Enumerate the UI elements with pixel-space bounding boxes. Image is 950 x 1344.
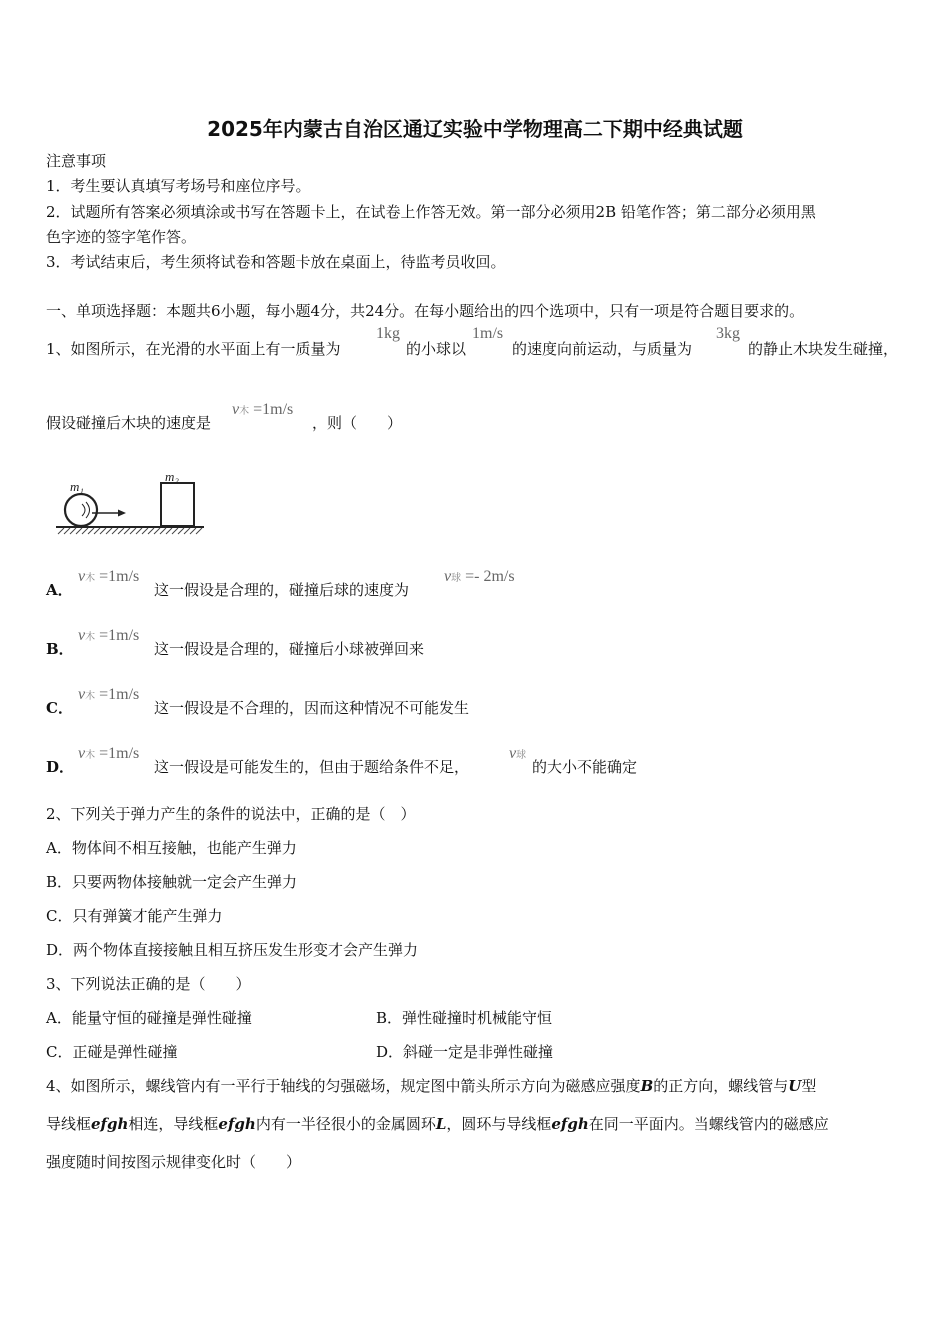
ball-shape [65, 494, 97, 526]
q1-mass-block: 3kg [716, 325, 740, 342]
notice-item: 色字迹的签字笔作答。 [46, 228, 197, 246]
q1-stem-part: 假设碰撞后木块的速度是 [46, 414, 212, 432]
q1-mass-ball: 1kg [376, 325, 400, 342]
block-shape [161, 483, 194, 526]
q4-stem-line1: 4、如图所示，螺线管内有一平行于轴线的匀强磁场，规定图中箭头所示方向为磁感应强度B的正方向，螺线管与U型 [46, 1077, 817, 1095]
option-text: 这一假设是不合理的，因而这种情况不可能发生 [154, 699, 470, 717]
option-text: 的大小不能确定 [532, 758, 638, 776]
option-letter: C． [46, 699, 73, 717]
fig-label-m1: m₁ [70, 479, 84, 494]
q1-stem-part: ，则（ ） [312, 414, 403, 432]
q1-stem-part: 1、如图所示，在光滑的水平面上有一质量为 [46, 340, 341, 358]
q2-option: C．只有弹簧才能产生弹力 [46, 907, 223, 925]
q2-option: D．两个物体直接接触且相互挤压发生形变才会产生弹力 [46, 941, 419, 959]
option-v-wood: v木 =1m/s [78, 686, 140, 703]
q1-stem-part: 的小球以 [406, 340, 467, 358]
q1-stem-part: 的速度向前运动，与质量为 [512, 340, 693, 358]
option-v-wood: v木 =1m/s [78, 568, 140, 585]
q1-stem-part: 的静止木块发生碰撞， [748, 340, 899, 358]
q4-stem-line2: 导线框efgh相连，导线框efgh内有一半径很小的金属圆环L，圆环与导线框efgh在同一平面内。当螺线管内的磁感应 [46, 1115, 829, 1133]
option-v-wood: v木 =1m/s [78, 627, 140, 644]
q3-option: D．斜碰一定是非弹性碰撞 [376, 1043, 554, 1061]
notice-heading: 注意事项 [46, 152, 107, 170]
option-v-ball: v球 =- 2m/s [444, 568, 515, 585]
q3-option: A．能量守恒的碰撞是弹性碰撞 [46, 1009, 252, 1027]
ground-hatching [58, 528, 202, 534]
page-title: 2025年内蒙古自治区通辽实验中学物理高二下期中经典试题 [207, 117, 743, 141]
q3-option: B．弹性碰撞时机械能守恒 [376, 1009, 553, 1027]
notice-item: 1．考生要认真填写考场号和座位序号。 [46, 177, 311, 195]
option-v-ball: v球 [509, 745, 527, 762]
fig-label-m2: m₂ [165, 469, 179, 484]
notice-item: 3．考试结束后，考生须将试卷和答题卡放在桌面上，待监考员收回。 [46, 253, 506, 271]
option-text: 这一假设是合理的，碰撞后小球被弹回来 [154, 640, 425, 658]
q1-v-wood: v木 =1m/s [232, 401, 294, 418]
q3-option: C．正碰是弹性碰撞 [46, 1043, 178, 1061]
notice-item: 2．试题所有答案必须填涂或书写在答题卡上，在试卷上作答无效。第一部分必须用2B 铅笔作答；第二部分必须用黑 [46, 203, 816, 221]
option-letter: D． [46, 758, 75, 776]
option-letter: B． [46, 640, 74, 658]
q3-stem: 3、下列说法正确的是（ ） [46, 975, 251, 993]
collision-figure [52, 466, 208, 542]
option-text: 这一假设是合理的，碰撞后球的速度为 [154, 581, 410, 599]
q4-stem-line3: 强度随时间按图示规律变化时（ ） [46, 1153, 302, 1171]
option-letter: A． [46, 581, 73, 599]
arrow-head [118, 510, 126, 517]
q2-option: B．只要两物体接触就一定会产生弹力 [46, 873, 298, 891]
option-v-wood: v木 =1m/s [78, 745, 140, 762]
section-heading: 一、单项选择题：本题共6小题，每小题4分，共24分。在每小题给出的四个选项中，只有一项是符合题目要求的。 [46, 302, 805, 320]
option-text: 这一假设是可能发生的，但由于题给条件不足， [154, 758, 470, 776]
q2-stem: 2、下列关于弹力产生的条件的说法中，正确的是（ ） [46, 805, 416, 823]
ball-shading [82, 502, 90, 518]
q2-option: A．物体间不相互接触，也能产生弹力 [46, 839, 297, 857]
q1-speed-ball: 1m/s [472, 325, 504, 342]
